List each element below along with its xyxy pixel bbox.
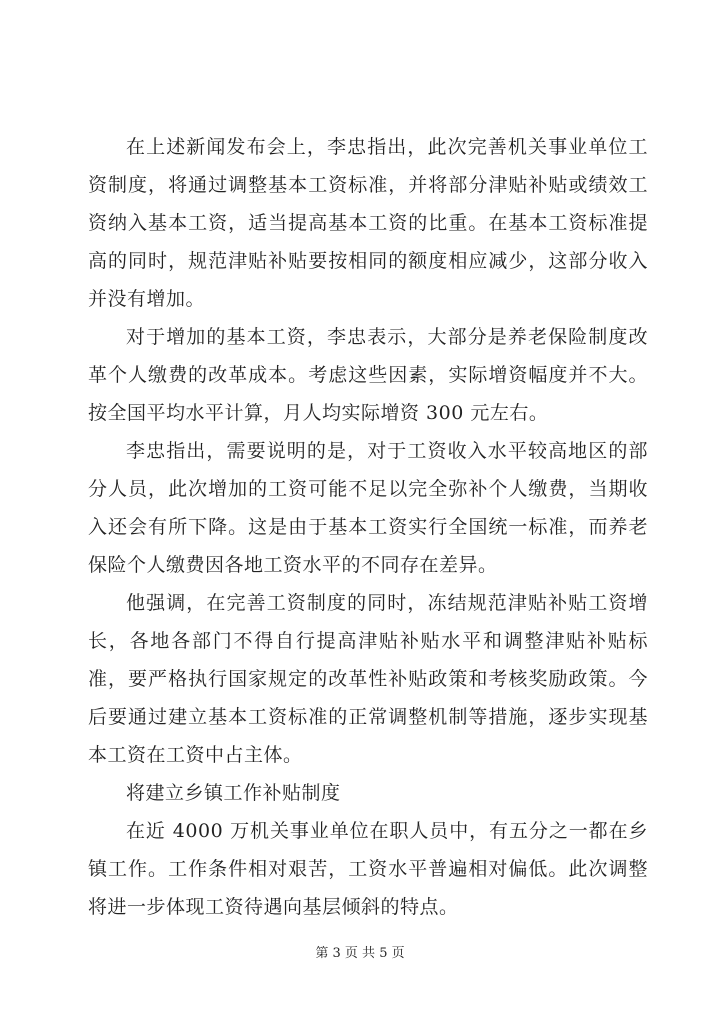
paragraph-1: 在上述新闻发布会上，李忠指出，此次完善机关事业单位工资制度，将通过调整基本工资标准，并将部分津贴补贴或绩效工资纳入基本工资，适当提高基本工资的比重。在基本工资标准提高的同时，规范津贴补贴要按相同的额度相应减少，这部分收入并没有增加。 <box>88 136 648 310</box>
paragraph-5: 在近 4000 万机关事业单位在职人员中，有五分之一都在乡镇工作。工作条件相对艰苦，工资水平普遍相对偏低。此次调整将进一步体现工资待遇向基层倾斜的特点。 <box>88 820 648 918</box>
paragraph-3: 李忠指出，需要说明的是，对于工资收入水平较高地区的部分人员，此次增加的工资可能不足以完全弥补个人缴费，当期收入还会有所下降。这是由于基本工资实行全国统一标准，而养老保险个人缴费因各地工资水平的不同存在差异。 <box>88 440 648 576</box>
paragraph-4: 他强调，在完善工资制度的同时，冻结规范津贴补贴工资增长，各地各部门不得自行提高津贴补贴水平和调整津贴补贴标准，要严格执行国家规定的改革性补贴政策和考核奖励政策。今后要通过建立基本工资标准的正常调整机制等措施，逐步实现基本工资在工资中占主体。 <box>88 592 648 766</box>
section-heading: 将建立乡镇工作补贴制度 <box>126 782 341 804</box>
document-body <box>88 128 648 926</box>
paragraph-2: 对于增加的基本工资，李忠表示，大部分是养老保险制度改革个人缴费的改革成本。考虑这些因素，实际增资幅度并不大。按全国平均水平计算，月人均实际增资 300 元左右。 <box>88 326 648 424</box>
page-footer: 第 3 页 共 5 页 <box>315 946 405 961</box>
